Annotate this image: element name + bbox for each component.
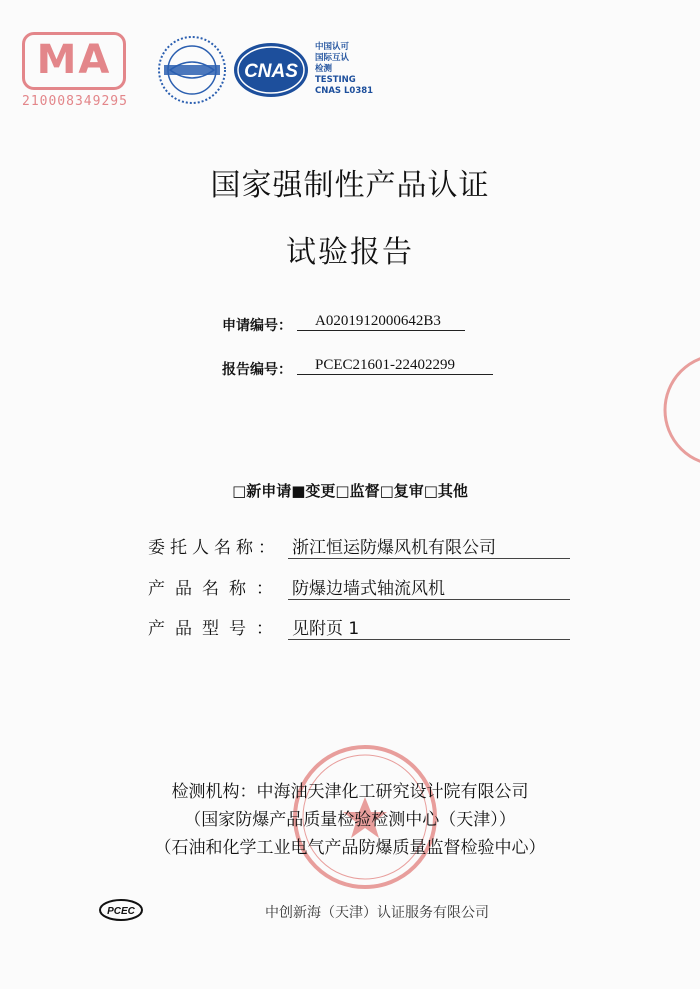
cnas-line: 检测 [315,64,333,74]
application-number-label: 申请编号： [222,318,292,334]
testing-institution: 检测机构：中海油天津化工研究设计院有限公司 [171,782,529,802]
cma-code: 210008349295 [22,94,128,109]
cma-logo-text: MA [36,37,112,83]
client-name-label: 委托人名称： [148,538,280,558]
testing-institution-center: （国家防爆产品质量检验检测中心（天津）） [184,810,516,830]
client-name-value: 浙江恒运防爆风机有限公司 [288,533,570,559]
cnas-line: TESTING [315,75,356,85]
certification-service-company: 中创新海（天津）认证服务有限公司 [265,905,489,921]
testing-institution-supervision: （石油和化学工业电气产品防爆质量监督检验中心） [154,838,546,858]
document-title: 国家强制性产品认证 [210,168,490,203]
product-name-label: 产品名称： [148,579,283,599]
ilac-mra-logo [156,34,228,106]
cnas-accreditation-text [315,42,373,97]
cnas-line: 中国认可 [315,42,350,52]
pcec-logo [98,898,144,922]
application-type-options: □新申请■变更□监督□复审□其他 [232,482,468,500]
cma-logo [22,32,126,90]
cnas-line: 国际互认 [315,53,350,63]
edge-seal [660,350,700,470]
cnas-logo-text: CNAS [244,61,298,82]
application-number-value: A0201912000642B3 [297,313,465,331]
document-subtitle: 试验报告 [286,235,414,270]
product-model-value: 见附页 1 [288,614,570,640]
pcec-logo-text: PCEC [107,906,135,917]
report-number-label: 报告编号： [222,362,292,378]
product-model-label: 产品型号： [148,619,283,639]
report-number-value: PCEC21601-22402299 [297,357,493,375]
cnas-logo [232,40,310,100]
cnas-line: CNAS L0381 [315,86,374,96]
product-name-value: 防爆边墙式轴流风机 [288,574,570,600]
